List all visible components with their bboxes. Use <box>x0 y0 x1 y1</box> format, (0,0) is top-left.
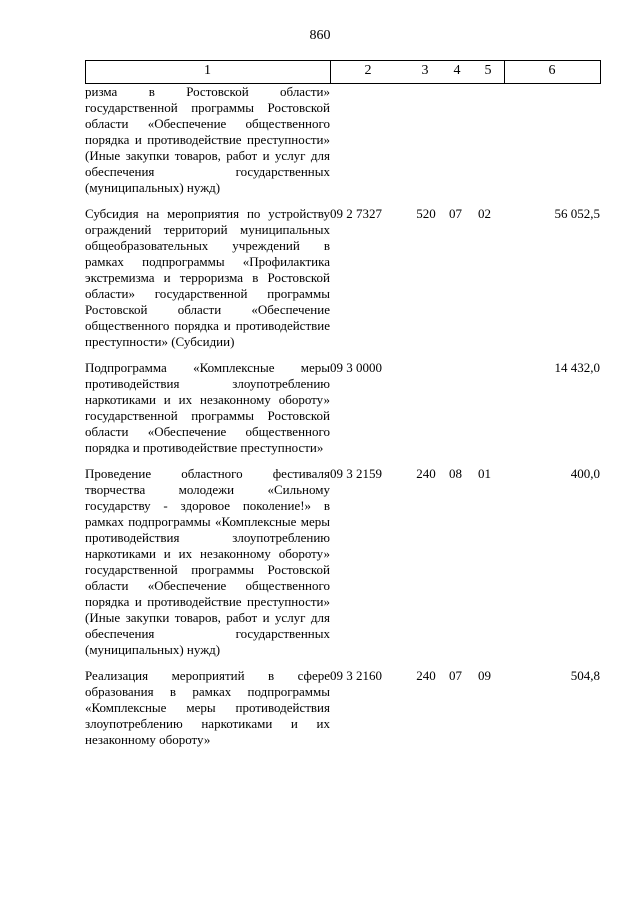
row-subsection: 09 <box>478 668 491 683</box>
row-amount: 504,8 <box>570 668 600 683</box>
table-row <box>85 84 600 206</box>
column-header-4: 4 <box>453 63 461 78</box>
row-amount <box>501 84 600 206</box>
table-header-separator-1 <box>330 60 331 84</box>
row-subsection <box>468 360 501 466</box>
row-amount: 400,0 <box>570 466 600 481</box>
table-row <box>85 360 600 466</box>
row-section: 07 <box>449 668 462 683</box>
row-section: 07 <box>449 206 462 221</box>
budget-table <box>85 84 600 748</box>
page-number: 860 <box>309 28 331 43</box>
row-amount: 56 052,5 <box>554 206 600 221</box>
column-header-6: 6 <box>548 63 556 78</box>
row-description: Реализация мероприятий в сфере образования в рамках подпрограммы «Комплексные меры противодействия злоупотреблению наркотиками и их незаконному обороту» <box>85 668 330 747</box>
row-section <box>443 360 468 466</box>
row-description: ризма в Ростовской области» государственной программы Ростовской области «Обеспечение общественного порядка и противодействие преступности» (Иные закупки товаров, работ и услуг для обеспечения государственных (муниципальных) нужд) <box>85 84 330 195</box>
row-target-code: 09 3 2160 <box>330 668 382 683</box>
column-header-3: 3 <box>421 63 429 78</box>
row-description: Проведение областного фестиваля творчества молодежи «Сильному государству - здоровое поколение!» в рамках подпрограммы «Комплексные меры противодействия злоупотреблению наркотиками и их незаконному обороту» государственной программы Ростовской области «Обеспечение общественного порядка и противодействие преступности» (Иные закупки товаров, работ и услуг для обеспечения государственных (муниципальных) нужд) <box>85 466 330 657</box>
column-header-1: 1 <box>204 63 211 78</box>
row-amount: 14 432,0 <box>554 360 600 375</box>
row-subsection <box>468 84 501 206</box>
row-expense-type <box>409 360 443 466</box>
row-subsection: 02 <box>478 206 491 221</box>
table-row <box>85 668 600 748</box>
row-target-code: 09 2 7327 <box>330 206 382 221</box>
table-row <box>85 206 600 360</box>
table-header-border-right <box>600 60 601 84</box>
row-target-code: 09 3 0000 <box>330 360 382 375</box>
row-subsection: 01 <box>478 466 491 481</box>
column-header-5: 5 <box>484 63 492 78</box>
row-section: 08 <box>449 466 462 481</box>
row-target-code <box>330 84 409 206</box>
table-header-top-border <box>85 60 600 61</box>
table-row <box>85 466 600 668</box>
row-expense-type: 240 <box>416 466 436 481</box>
column-header-2: 2 <box>364 63 372 78</box>
row-expense-type <box>409 84 443 206</box>
row-target-code: 09 3 2159 <box>330 466 382 481</box>
row-description: Подпрограмма «Комплексные меры противодействия злоупотреблению наркотиками и их незаконному обороту» государственной программы Ростовской области «Обеспечение общественного порядка и противодействие преступности» <box>85 360 330 455</box>
row-section <box>443 84 468 206</box>
row-expense-type: 520 <box>416 206 436 221</box>
row-expense-type: 240 <box>416 668 436 683</box>
row-description: Субсидия на мероприятия по устройству ограждений территорий муниципальных общеобразовательных учреждений в рамках подпрограммы «Профилактика экстремизма и терроризма в Ростовской области» государственной программы Ростовской области «Обеспечение общественного порядка и противодействие преступности» (Субсидии) <box>85 206 330 349</box>
